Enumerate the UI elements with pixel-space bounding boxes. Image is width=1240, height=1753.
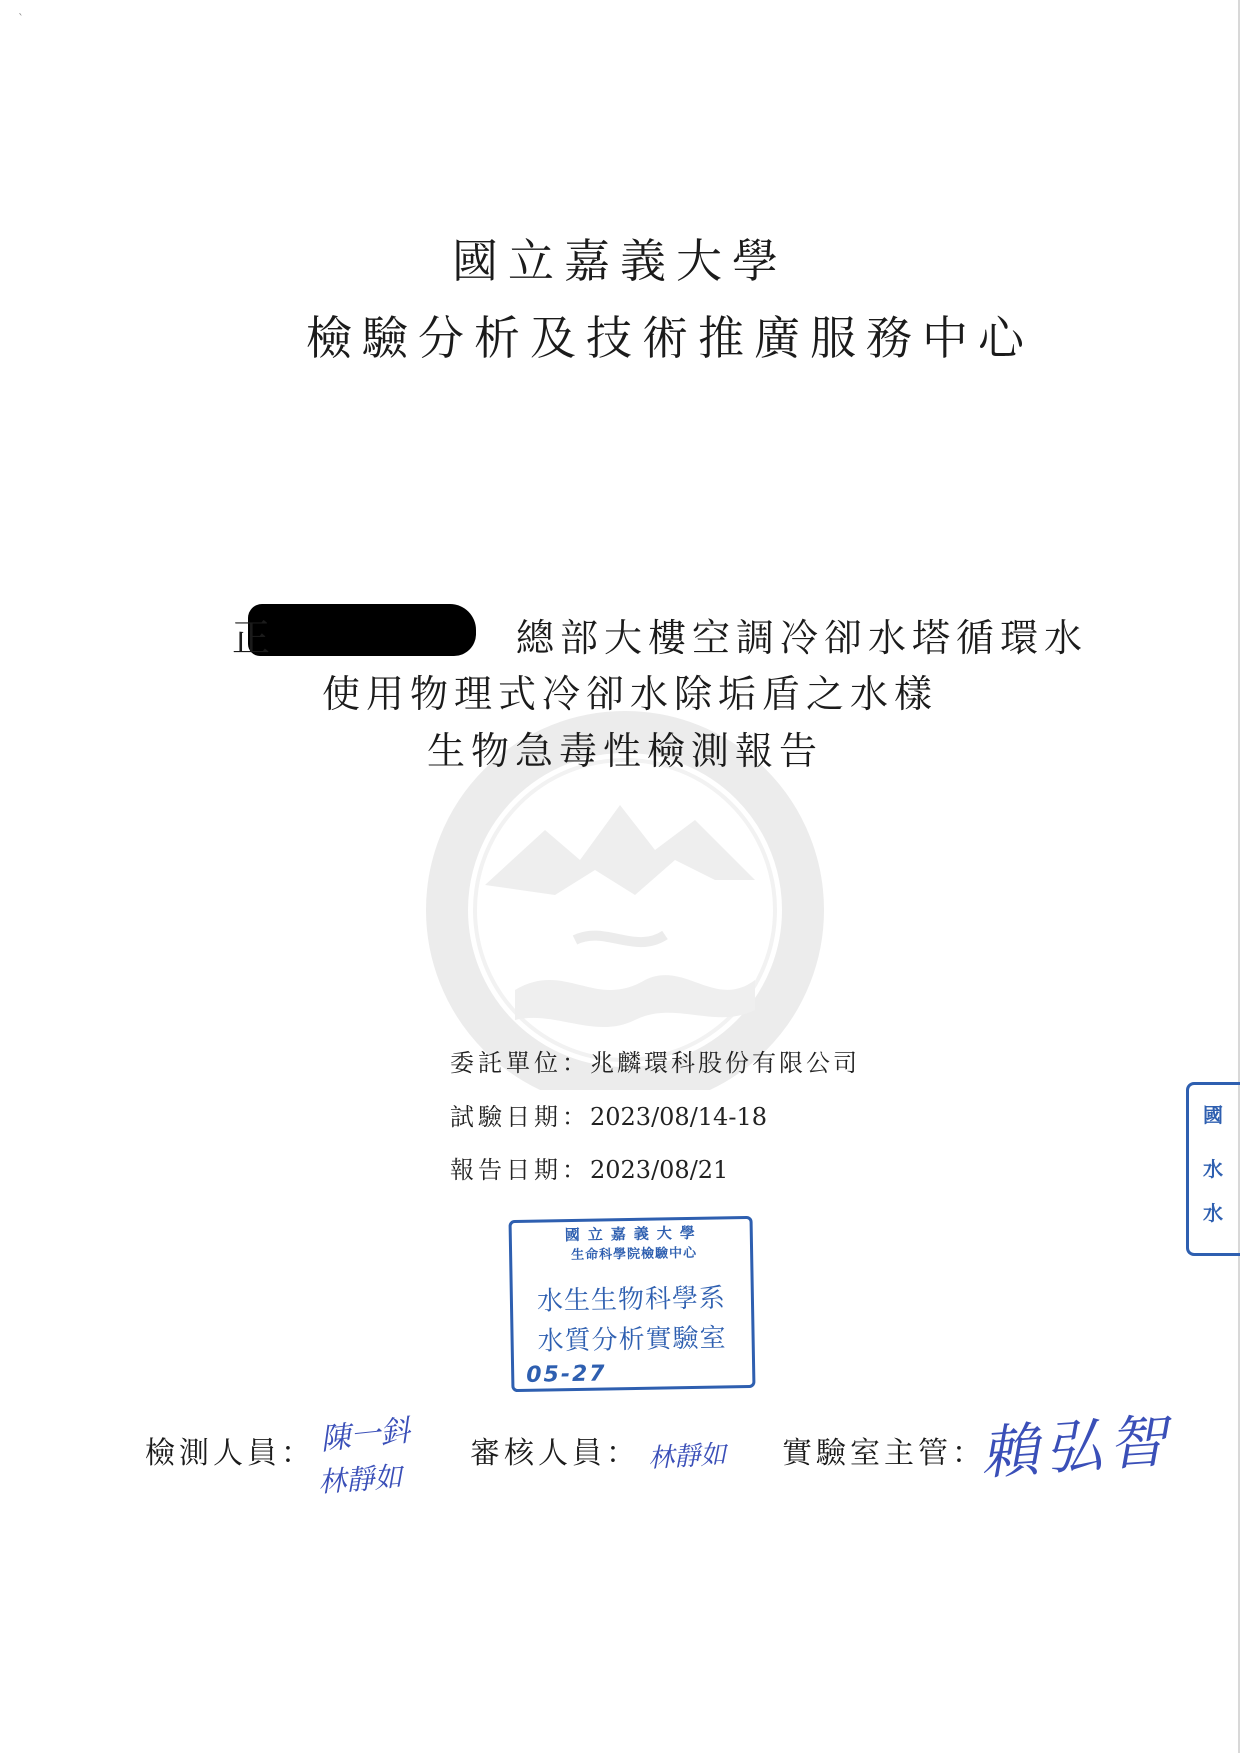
test-date-row <box>450 1097 767 1132</box>
report-title-line1-text: 總部大樓空調冷卻水塔循環水 <box>516 616 1089 660</box>
report-date-row <box>450 1150 728 1185</box>
reviewer-label: 審核人員： <box>470 1436 640 1471</box>
center-name: 檢驗分析及技術推廣服務中心 <box>306 311 1034 365</box>
report-title-prefix: 正 <box>231 616 276 660</box>
reviewer-signature: 林靜如 <box>647 1439 727 1475</box>
inspector-signature-1: 陳一鈄 <box>318 1413 412 1458</box>
test-date-value: 2023/08/14-18 <box>590 1103 767 1131</box>
edge-stamp-char-3: 水 <box>1203 1201 1223 1225</box>
university-name: 國立嘉義大學 <box>452 234 788 288</box>
inspector-label: 檢測人員： <box>145 1436 315 1471</box>
stamp-university: 國立嘉義大學 <box>564 1223 703 1245</box>
stamp-phone: 05-27 <box>526 1361 607 1388</box>
stamp-college: 生命科學院檢驗中心 <box>570 1245 698 1264</box>
edge-stamp-char-1: 國 <box>1203 1103 1223 1127</box>
report-title-line3: 生物急毒性檢測報告 <box>426 729 823 773</box>
report-date-label: 報告日期： <box>450 1156 590 1184</box>
edge-stamp-char-2: 水 <box>1203 1157 1223 1181</box>
stamp-department: 水生生物科學系 <box>536 1283 727 1317</box>
scan-speck: ` <box>18 12 24 26</box>
lab-head-label: 實驗室主管： <box>782 1436 986 1471</box>
lab-stamp <box>509 1216 756 1392</box>
test-date-label: 試驗日期： <box>450 1103 590 1131</box>
client-row <box>450 1043 860 1078</box>
report-title-line1 <box>40 607 1240 662</box>
client-label: 委託單位： <box>450 1049 590 1077</box>
report-date-value: 2023/08/21 <box>590 1156 729 1184</box>
inspector-signature-2: 林靜如 <box>317 1460 404 1499</box>
report-title-line2: 使用物理式冷卻水除垢盾之水樣 <box>321 672 938 716</box>
edge-stamp-partial <box>1186 1082 1240 1256</box>
client-value: 兆麟環科股份有限公司 <box>590 1049 860 1077</box>
stamp-lab: 水質分析實驗室 <box>537 1323 727 1357</box>
lab-head-signature: 賴弘智 <box>978 1406 1175 1488</box>
